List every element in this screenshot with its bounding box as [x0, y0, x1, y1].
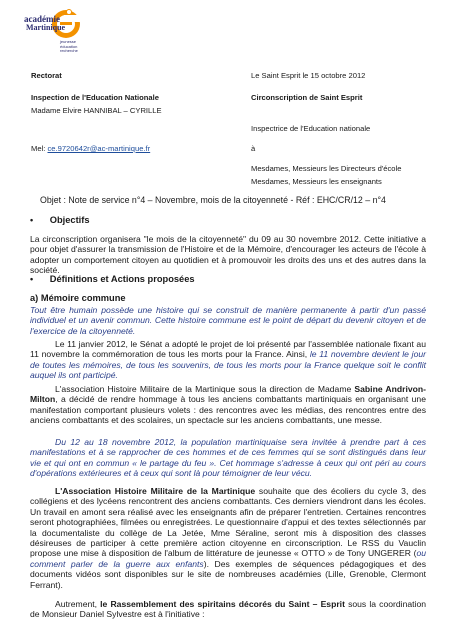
- logo-line2: Martinique: [26, 23, 66, 32]
- logo-tag2: éducation: [60, 43, 78, 49]
- association-name: Sabine Andrivon-Milton: [30, 384, 426, 405]
- rectorat-label: Rectorat: [31, 71, 62, 80]
- mel-label: Mel:: [31, 144, 46, 153]
- objectifs-paragraph: La circonscription organisera "le mois de la citoyenneté" du 09 au 30 novembre 2012. Cette initiative a pour objet d'assurer la transmission de l'Histoire et de la Mémoire, d'encourager les acteurs de l'école à adopter un comportement citoyen au quotidien et à promouvoir les droits des uns et des autres dans la société.: [30, 234, 426, 276]
- recipient-a: à: [251, 144, 256, 153]
- association-paragraph: [30, 384, 426, 426]
- logo-tagline: [60, 40, 78, 54]
- definitions-heading: [30, 274, 195, 284]
- logo-tag1: jeunesse: [60, 39, 77, 44]
- rencontres-italic: ou comment parler de la guerre aux enfants: [30, 548, 426, 569]
- spiritains-text: Autrement,: [55, 599, 101, 609]
- recipient-enseignants: Mesdames, Messieurs les enseignants: [251, 177, 382, 186]
- manifestation-paragraph: Du 12 au 18 novembre 2012, la population martiniquaise sera invitée à prendre part à ces manifestations et à se rapprocher de ces hommes et de ces femmes qui se sont distingués dans leur vie et qui ont en commun « le partage du feu ». Cet hommage s'adresse à ceux qui ont péri au cours d'opérations extérieures et à ceux qui sont là pour témoigner de leur vécu.: [30, 437, 426, 479]
- spiritains-bold: le Rassemblement des spiritains décorés du Saint – Esprit: [100, 599, 345, 609]
- bullet-icon: •: [30, 215, 34, 225]
- inspectrice-title: Inspectrice de l'Education nationale: [251, 124, 371, 133]
- academie-logo: [24, 4, 82, 62]
- rencontres-text-end: ). Des exemples de séquences pédagogiques et des documents vidéos sont disponibles sur le site de nombreuses académies (Lille, Grenoble, Clermont Ferrant).: [30, 558, 426, 590]
- circonscription-label: Circonscription de Saint Esprit: [251, 93, 363, 102]
- mel-email-link[interactable]: ce.9720642r@ac-martinique.fr: [47, 144, 151, 153]
- mel-line: [31, 144, 150, 153]
- objectifs-heading: [30, 215, 90, 225]
- recipient-directeurs: Mesdames, Messieurs les Directeurs d'école: [251, 164, 402, 173]
- spiritains-text-end: sous la coordination de Monsieur Daniel Sylvestre est à l'initiative :: [30, 599, 426, 620]
- madame-name: Madame Elvire HANNIBAL – CYRILLE: [31, 106, 162, 115]
- rencontres-paragraph: [30, 486, 426, 590]
- rencontres-text: souhaite que des écoliers du cycle 3, des collégiens et des lycéens rencontrent des anciens combattants. Ces derniers viendront dans les écoles. Un travail en amont sera réalisé avec les enseignants afin de préparer l'entretien. Certaines rencontres seront photographiées, filmées ou enregistrées. Le questionnaire d'appui et des textes sélectionnés par la documentaliste du collège de La Jetée, Mme Séraline, seront mis à disposition des classes désireuses de participer à cette première action citoyenne en circonscription. Le RSS du Vauclin propose une mise à disposition de l'album de littérature de jeunesse « OTTO » de Tony UNGERER (: [30, 486, 426, 559]
- senat-text: Le 11 janvier 2012, le Sénat a adopté le projet de loi présenté par l'assemblée nationale fixant au 11 novembre la commémoration de tous les morts pour la France. Ainsi,: [30, 339, 426, 360]
- memoire-paragraph: Tout être humain possède une histoire qui se construit de manière permanente à partir d'un passé individuel et un avenir commun. Cette histoire commune est le point de départ du devenir citoyen et de l'exercice de la citoyenneté.: [30, 305, 426, 336]
- senat-paragraph: [30, 339, 426, 381]
- definitions-title: Définitions et Actions proposées: [49, 274, 195, 284]
- association-text: L'association Histoire Militaire de la Martinique sous la direction de Madame: [55, 384, 355, 394]
- senat-italic: le 11 novembre devient le jour de toutes les mémoires, de tous les souvenirs, de tous les morts pour la France quelque soit le conflit auquel ils ont participé.: [30, 349, 426, 381]
- letter-date: Le Saint Esprit le 15 octobre 2012: [251, 71, 366, 80]
- logo-tag3: recherche: [60, 48, 78, 53]
- bullet-icon: •: [30, 274, 34, 284]
- spiritains-paragraph: [30, 599, 426, 620]
- association-text-end: , a décidé de rendre hommage à tous les anciens combattants martiniquais en organisant une manifestation comportant plusieurs volets : des rencontres avec les médias, des rencontres entre des anciens combattants et des scolaires, un spectacle sur les anciens combattants, une messe.: [30, 394, 426, 426]
- objectifs-title: Objectifs: [49, 215, 90, 225]
- memoire-heading: a) Mémoire commune: [30, 293, 126, 303]
- objet-line: Objet : Note de service n°4 – Novembre, mois de la citoyenneté - Réf : EHC/CR/12 – n°4: [40, 195, 386, 205]
- logo-line1: académie: [24, 14, 60, 24]
- rencontres-bold: L'Association Histoire Militaire de la Martinique: [55, 486, 256, 496]
- inspection-label: Inspection de l'Education Nationale: [31, 93, 159, 102]
